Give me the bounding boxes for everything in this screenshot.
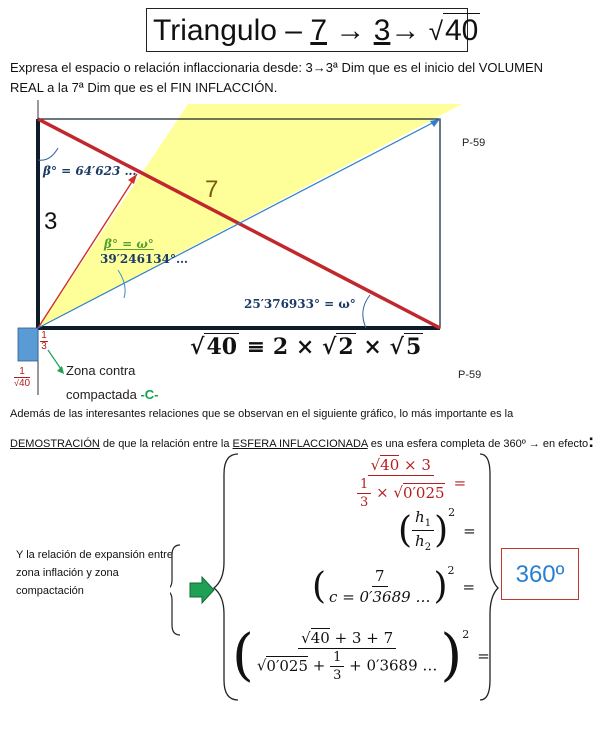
small-brace xyxy=(170,545,180,635)
blue-arrowhead xyxy=(430,119,440,127)
beta-omega-value: 39′246134°… xyxy=(100,252,188,266)
title-arrow-1: → xyxy=(335,14,366,47)
relation-text: Y la relación de expansión entre zona inflación y zona compactación xyxy=(16,549,173,597)
zona-tag: -C- xyxy=(140,387,159,402)
one-over-sqrt40-den: 40 xyxy=(18,378,31,389)
description-colon: : xyxy=(588,431,595,451)
eq4-den-radicand: 0′025 xyxy=(266,656,309,675)
equation-2 xyxy=(398,508,476,553)
eq3-square: 2 xyxy=(447,564,455,577)
zona-label-text: compactada xyxy=(66,387,137,402)
eq-sqrt40: √40 xyxy=(190,334,238,360)
one-over-sqrt40: 1 √40 xyxy=(14,366,31,389)
eq2-fraction xyxy=(412,508,434,553)
omega-arc xyxy=(363,295,370,328)
zona-label-line-2 xyxy=(66,387,159,402)
intro-line-1: Expresa el espacio o relación inflaccionaria desde: 3→3ª Dim que es el inicio del VOLUMEN xyxy=(10,60,544,75)
eq-equiv: ≡ 2 × xyxy=(246,334,315,360)
eq4-rparen: ) xyxy=(440,623,463,688)
equation-4 xyxy=(232,623,490,688)
eq2-denominator xyxy=(412,531,434,553)
eq2-equals: = xyxy=(463,521,476,540)
eq2-h: h xyxy=(415,508,425,526)
eq4-denominator: √0′025 + $\frac{1}{3}$ + 0′3689 … xyxy=(256,650,438,683)
eq2-lparen: ( xyxy=(398,510,413,551)
eq4-lparen: ( xyxy=(232,623,254,688)
eq2-rparen: ) xyxy=(434,510,449,551)
eq4-num-rest: + 3 + 7 xyxy=(329,629,394,647)
eq2-h-sub: 1 xyxy=(424,518,432,529)
intro-line-2: REAL a la 7ª Dim que es el FIN INFLACCIÓN. xyxy=(10,80,278,95)
title-arrow-2: → xyxy=(390,14,421,47)
zona-label-line-1: Zona contra xyxy=(66,363,136,378)
eq4-equals: = xyxy=(477,647,490,665)
eq1-radicand: 40 xyxy=(380,456,400,474)
title-sqrt: √40 xyxy=(428,14,479,47)
intro-paragraph xyxy=(10,58,600,98)
result-box: 360º xyxy=(501,548,579,600)
eq1-one-third-den: 3 xyxy=(360,495,369,510)
eq4-den-plus: + xyxy=(308,656,331,675)
eq-sqrt40-radicand: 40 xyxy=(206,334,238,360)
zona-pointer-head xyxy=(57,366,64,374)
page-title xyxy=(146,8,479,52)
description-line-1: Además de las interesantes relaciones que se observan en el siguiente gráfico, lo más importante es la xyxy=(10,408,514,420)
eq4-one-third-num: 1 xyxy=(330,650,344,667)
eq3-equals: = xyxy=(462,577,476,596)
omega-label: 25′376933° = ω° xyxy=(244,297,356,311)
title-prefix: Triangulo – xyxy=(153,14,311,47)
eq4-fraction xyxy=(254,629,441,683)
main-equation xyxy=(190,334,423,360)
equation-1 xyxy=(354,456,466,510)
eq-times: × xyxy=(363,334,382,360)
demostracion-term: DEMOSTRACIÓN xyxy=(10,438,100,450)
beta-arc xyxy=(38,148,58,160)
eq1-numerator: √40 × 3 xyxy=(368,456,434,476)
eq3-fraction xyxy=(326,567,433,606)
eq1-times-3: × 3 xyxy=(404,456,431,474)
beta-omega-label: β° = ω° xyxy=(104,237,154,251)
esfera-term: ESFERA INFLACCIONADA xyxy=(232,438,368,450)
eq4-one-third xyxy=(330,650,344,683)
eq1-denominator: $\frac{1}{3}$ × √0′025 xyxy=(354,476,448,510)
eq1-den-radicand: 0′025 xyxy=(402,483,445,502)
eq4-one-third-den: 3 xyxy=(333,668,342,683)
page-ref-top: P-59 xyxy=(462,137,486,149)
title-radicand: 40 xyxy=(445,14,479,47)
one-third-num: 1 xyxy=(41,330,47,341)
eq2-numerator xyxy=(412,508,434,531)
hypotenuse-label: 7 xyxy=(205,176,219,203)
eq3-lparen: ( xyxy=(312,566,327,607)
eq1-one-third-num: 1 xyxy=(357,477,371,494)
side-three-label: 3 xyxy=(44,208,58,235)
eq1-fraction xyxy=(354,456,448,510)
title-three: 3 xyxy=(373,14,391,47)
equation-3 xyxy=(312,566,475,607)
eq4-square: 2 xyxy=(462,628,470,641)
description-text-b: es una esfera completa de 360º → en efecto xyxy=(367,438,589,450)
eq3-denominator: c = 0′3689 … xyxy=(329,588,431,606)
description-text-a: de que la relación entre la xyxy=(99,438,233,450)
green-right-arrow xyxy=(190,577,214,603)
one-third-den: 3 xyxy=(41,341,47,352)
compact-zone-block xyxy=(18,328,38,361)
eq-sqrt5: √5 xyxy=(389,334,422,360)
eq4-numerator: √40 + 3 + 7 xyxy=(298,629,396,649)
eq1-den-times: × xyxy=(376,483,394,502)
eq-sqrt2-radicand: 2 xyxy=(338,334,354,360)
eq1-one-third xyxy=(357,477,371,510)
eq3-numerator: 7 xyxy=(372,567,388,587)
eq4-den-rest: + 0′3689 … xyxy=(344,656,438,675)
eq1-equals: = xyxy=(453,474,467,492)
one-third-fraction xyxy=(40,331,48,352)
eq4-num-radicand: 40 xyxy=(310,629,330,647)
beta-label: β° = 64′623 … xyxy=(43,164,137,178)
eq-sqrt5-radicand: 5 xyxy=(405,334,422,360)
eq2-h2-sub: 2 xyxy=(424,542,432,553)
page-ref-bottom: P-59 xyxy=(458,369,482,381)
one-over-sqrt40-num: 1 xyxy=(14,366,30,378)
eq2-h2: h xyxy=(415,532,425,550)
eq3-rparen: ) xyxy=(433,566,448,607)
title-seven: 7 xyxy=(310,14,327,47)
eq-sqrt2: √2 xyxy=(321,334,354,360)
eq2-square: 2 xyxy=(448,506,456,519)
